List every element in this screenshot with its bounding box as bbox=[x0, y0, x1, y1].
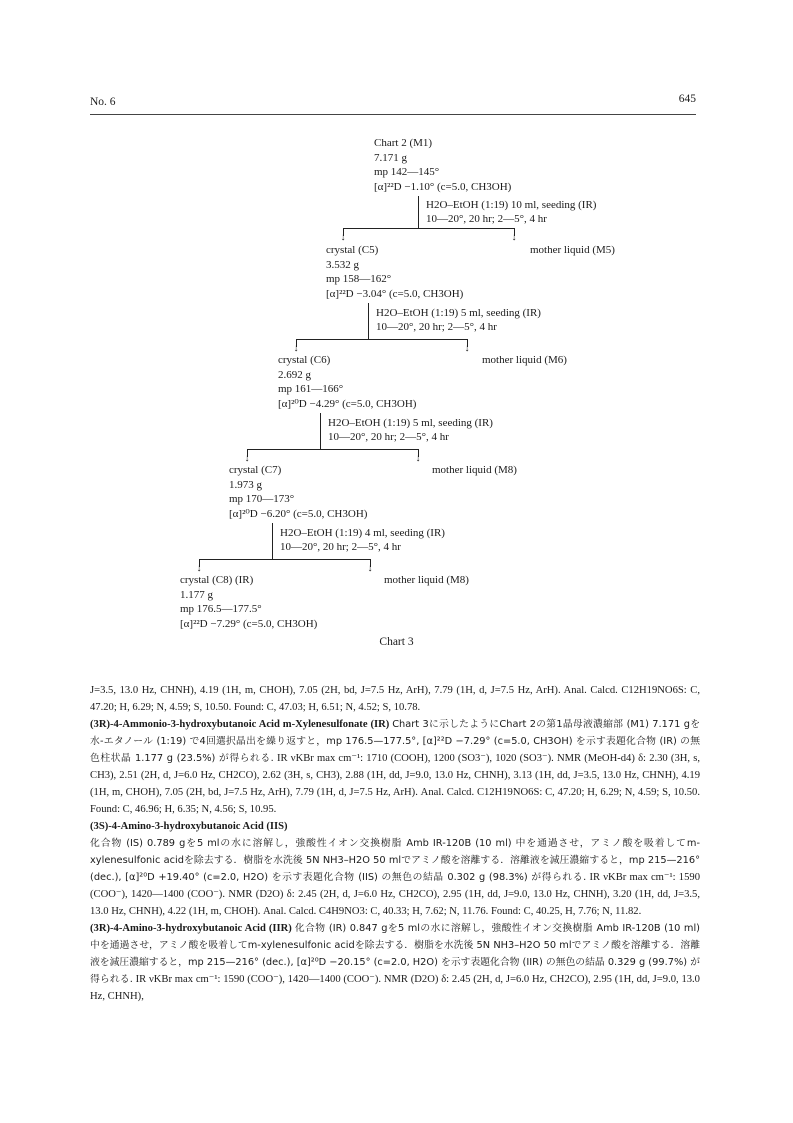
paragraph-ir-japanese: Chart 3に示したようにChart 2の第1晶母液濃縮部 (M1) 7.171 gを水-エタノール (1:19) で4回選択晶出を繰り返すと，mp 176.5—177.5°, [α]²²D −7.29° (c=5.0, CH3OH) を示す表題化合物 (IR) の無色柱状晶 1.177 g (23.5%) が得られる. bbox=[90, 719, 700, 764]
start-mp: mp 142—145° bbox=[374, 166, 440, 178]
step4-weight: 1.177 g bbox=[180, 588, 213, 601]
chart-caption: Chart 3 bbox=[379, 636, 414, 648]
step2-left-arrow: ↓ bbox=[293, 343, 299, 354]
step1-crystal-block bbox=[326, 243, 463, 301]
paragraph-continuation: J=3.5, 13.0 Hz, CHNH), 4.19 (1H, m, CHOH), 7.05 (2H, bd, J=7.5 Hz, ArH), 7.79 (1H, d, J=7.5 Hz, ArH). Anal. Calcd. C12H19NO6S: C, 47.20; H, 6.29; N, 4.59; S, 10.50. Found: C, 47.03; H, 6.51; N, 4.52; S, 10.78. bbox=[90, 685, 700, 713]
step4-rotation: [α]²²D −7.29° (c=5.0, CH3OH) bbox=[180, 617, 318, 630]
step1-weight: 3.532 g bbox=[326, 258, 359, 271]
step1-right-arrow: ↓ bbox=[511, 232, 517, 243]
step3-stem bbox=[320, 413, 321, 449]
section-heading-ir: (3R)-4-Ammonio-3-hydroxybutanoic Acid m-Xylenesulfonate (IR) bbox=[90, 719, 390, 730]
paragraph-ir-compound bbox=[90, 716, 700, 818]
step3-mother: mother liquid (M8) bbox=[432, 464, 517, 476]
step4-left-arrow: ↓ bbox=[196, 563, 202, 574]
paragraph-iis bbox=[90, 835, 700, 920]
step4-mother: mother liquid (M8) bbox=[384, 574, 469, 586]
start-rotation: [α]²²D −1.10° (c=5.0, CH3OH) bbox=[374, 180, 512, 193]
step2-condition-1: H2O–EtOH (1:19) 5 ml, seeding (IR) bbox=[376, 307, 541, 319]
step2-right-arrow: ↓ bbox=[464, 343, 470, 354]
step1-condition-2: 10—20°, 20 hr; 2—5°, 4 hr bbox=[426, 213, 547, 225]
step3-weight: 1.973 g bbox=[229, 478, 262, 491]
step2-branch bbox=[296, 339, 467, 340]
step1-mother: mother liquid (M5) bbox=[530, 244, 615, 256]
step2-mp: mp 161—166° bbox=[278, 383, 344, 395]
step1-crystal: crystal (C5) bbox=[326, 244, 379, 256]
step1-mp: mp 158—162° bbox=[326, 273, 392, 285]
step3-right-arrow: ↓ bbox=[415, 453, 421, 464]
step1-condition-1: H2O–EtOH (1:19) 10 ml, seeding (IR) bbox=[426, 199, 597, 211]
step4-mp: mp 176.5—177.5° bbox=[180, 603, 262, 615]
page-header-issue: No. 6 bbox=[90, 96, 116, 108]
step1-rotation: [α]²²D −3.04° (c=5.0, CH3OH) bbox=[326, 287, 464, 300]
step4-right-arrow: ↓ bbox=[367, 563, 373, 574]
step3-crystal-block bbox=[229, 463, 367, 521]
step2-rotation: [α]²⁰D −4.29° (c=5.0, CH3OH) bbox=[278, 397, 417, 410]
step2-crystal: crystal (C6) bbox=[278, 354, 331, 366]
step3-mp: mp 170—173° bbox=[229, 493, 295, 505]
paragraph-iir bbox=[90, 920, 700, 1005]
section-heading-iis: (3S)-4-Amino-3-hydroxybutanoic Acid (IIS) bbox=[90, 821, 288, 832]
step3-rotation: [α]²⁰D −6.20° (c=5.0, CH3OH) bbox=[229, 507, 368, 520]
step2-stem bbox=[368, 303, 369, 339]
page-number: 645 bbox=[678, 93, 696, 105]
step4-condition-2: 10—20°, 20 hr; 2—5°, 4 hr bbox=[280, 541, 401, 553]
step4-crystal-block bbox=[180, 573, 317, 631]
start-name: Chart 2 (M1) bbox=[374, 137, 433, 149]
step3-branch bbox=[247, 449, 418, 450]
start-weight: 7.171 g bbox=[374, 151, 407, 164]
step3-crystal: crystal (C7) bbox=[229, 464, 282, 476]
step2-crystal-block bbox=[278, 353, 416, 411]
step1-stem bbox=[418, 196, 419, 228]
body-text bbox=[90, 682, 700, 1005]
paragraph-iir-japanese: 化合物 (IR) 0.847 gを5 mlの水に溶解し，強酸性イオン交換樹脂 Amb IR-120B (10 ml) 中を通過させ，アミノ酸を吸着してm-xylenesulfonic acidを除去する．樹脂を水洗後 5N NH3–H2O 50 mlでアミノ酸を溶離する．溶離液を減圧濃縮すると，mp 215—216° (dec.), [α]²⁰D −20.15° (c=2.0, H2O) を示す表題化合物 (IIR) の無色の結晶 0.329 g (99.7%) が得られる. bbox=[90, 923, 700, 985]
step3-condition-1: H2O–EtOH (1:19) 5 ml, seeding (IR) bbox=[328, 417, 493, 429]
step3-condition-2: 10—20°, 20 hr; 2—5°, 4 hr bbox=[328, 431, 449, 443]
step3-left-arrow: ↓ bbox=[244, 453, 250, 464]
step1-left-arrow: ↓ bbox=[340, 232, 346, 243]
paragraph-iir-data: IR νKBr max cm⁻¹: 1590 (COO⁻), 1420—1400 (COO⁻). NMR (D2O) δ: 2.45 (2H, d, J=6.0 Hz, CH2CO), 2.95 (1H, dd, J=9.0, 13.0 Hz, CHNH), bbox=[90, 974, 700, 1002]
step4-condition-1: H2O–EtOH (1:19) 4 ml, seeding (IR) bbox=[280, 527, 445, 539]
step4-branch bbox=[199, 559, 370, 560]
paragraph-iis-japanese: 化合物 (IS) 0.789 gを5 mlの水に溶解し，強酸性イオン交換樹脂 Amb IR-120B (10 ml) 中を通過させ，アミノ酸を吸着してm-xylenesulfonic acidを除去する．樹脂を水洗後 5N NH3–H2O 50 mlでアミノ酸を溶離する．溶離液を減圧濃縮すると，mp 215—216° (dec.), [α]²⁰D +19.40° (c=2.0, H2O) を示す表題化合物 (IIS) の無色の結晶 0.302 g (98.3%) が得られる. bbox=[90, 838, 700, 883]
paragraph-iis-data: IR νKBr max cm⁻¹: 1590 (COO⁻), 1420—1400 (COO⁻). NMR (D2O) δ: 2.45 (2H, d, J=6.0 Hz, CH2CO), 2.95 (1H, dd, J=9.0, 13.0 Hz, CHNH), 3.20 (1H, dd, J=3.5, 13.0 Hz, CHNH), 4.22 (1H, m, CHOH). Anal. Calcd. C4H9NO3: C, 40.33; H, 7.62; N, 11.76. Found: C, 40.25, H, 7.76; N, 11.82. bbox=[90, 872, 700, 917]
step2-condition-2: 10—20°, 20 hr; 2—5°, 4 hr bbox=[376, 321, 497, 333]
step1-branch bbox=[343, 228, 514, 229]
section-heading-iir: (3R)-4-Amino-3-hydroxybutanoic Acid (IIR) bbox=[90, 923, 292, 934]
step2-weight: 2.692 g bbox=[278, 368, 311, 381]
step2-mother: mother liquid (M6) bbox=[482, 354, 567, 366]
paragraph-ir-data: IR νKBr max cm⁻¹: 1710 (COOH), 1200 (SO3⁻), 1020 (SO3⁻). NMR (MeOH-d4) δ: 2.30 (3H, s, CH3), 2.51 (2H, d, J=6.0 Hz, CH2CO), 2.62 (3H, s, CH3), 2.88 (1H, dd, J=9.0, 13.0 Hz, CHNH), 3.13 (1H, dd, J=3.5, 13.0 Hz, CHNH), 4.19 (1H, m, CHOH), 7.05 (2H, bd, J=7.5 Hz, ArH), 7.79 (1H, d, J=7.5 Hz, ArH). Anal. Calcd. C12H19NO6S: C, 47.20; H, 6.29; N, 4.59; S, 10.50. Found: C, 46.96; H, 6.35; N, 4.56; S, 10.95. bbox=[90, 753, 701, 815]
step4-crystal: crystal (C8) (IR) bbox=[180, 574, 254, 586]
step4-stem bbox=[272, 523, 273, 559]
chart-start-block bbox=[374, 136, 511, 194]
